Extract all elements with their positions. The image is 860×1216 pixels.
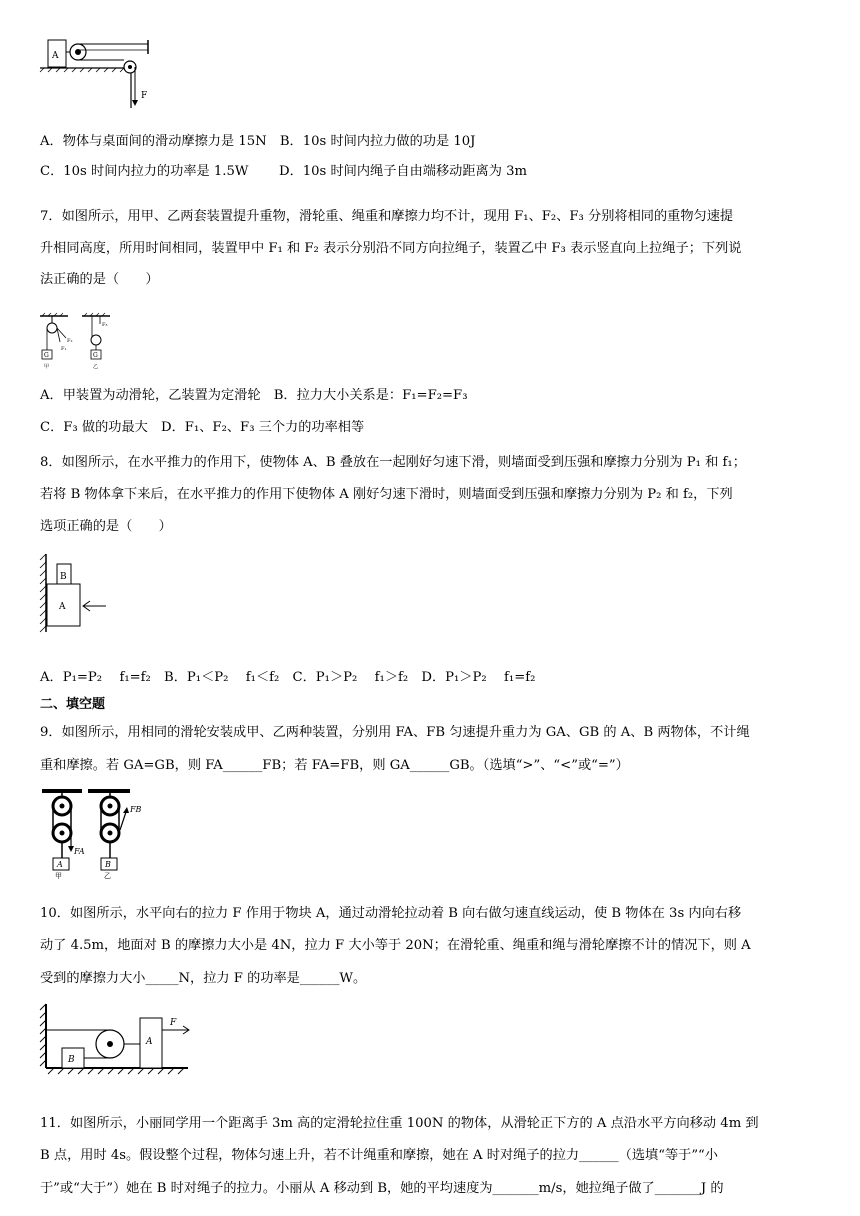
q7-f1-label: F₁ <box>61 346 67 352</box>
q10-block-a-label: A <box>146 1037 153 1047</box>
q7-options-line-2: C．F₃ 做的功最大 D．F₁、F₂、F₃ 三个力的功率相等 <box>40 420 365 435</box>
q8-wall-blocks-figure <box>38 552 110 634</box>
q9-pulley-figure <box>38 788 168 880</box>
q8-options: A．P₁=P₂ f₁=f₂ B．P₁＜P₂ f₁＜f₂ C．P₁＞P₂ f₁＞f₂ D．P₁＞P₂ f₁=f₂ <box>40 670 536 685</box>
q7-weight-label-jia: G <box>44 352 49 359</box>
q6-block-label: A <box>52 51 59 61</box>
q11-text-line-1: 11．如图所示，小丽同学用一个距离手 3m 高的定滑轮拉住重 100N 的物体，从滑轮正下方的 A 点沿水平方向移动 4m 到 <box>40 1116 759 1131</box>
q10-block-b-label: B <box>68 1055 75 1065</box>
q6-options-line-2: C．10s 时间内拉力的功率是 1.5W D．10s 时间内绳子自由端移动距离为 3m <box>40 164 528 179</box>
q7-text-line-2: 升相同高度，所用时间相同，装置甲中 F₁ 和 F₂ 表示分别沿不同方向拉绳子，装置乙中 F₃ 表示竖直向上拉绳子；下列说 <box>40 241 742 256</box>
q9-block-b-label: B <box>105 860 111 869</box>
q8-block-b-label: B <box>60 572 67 582</box>
section-fill-in-blank: 二、填空题 <box>40 697 106 712</box>
q9-text-line-1: 9．如图所示，用相同的滑轮安装成甲、乙两种装置，分别用 FA、FB 匀速提升重力为 GA、GB 的 A、B 两物体，不计绳 <box>40 725 750 740</box>
q7-text-line-3: 法正确的是（ ） <box>40 272 159 287</box>
q10-text-line-2: 动了 4.5m，地面对 B 的摩擦力大小是 4N，拉力 F 大小等于 20N；在滑轮重、绳重和绳与滑轮摩擦不计的情况下，则 A <box>40 938 751 953</box>
q9-label-jia: 甲 <box>55 872 62 880</box>
q10-text-line-3: 受到的摩擦力大小_____N，拉力 F 的功率是______W。 <box>40 971 367 986</box>
q10-pulley-figure <box>38 1000 198 1078</box>
q11-text-line-2: B 点，用时 4s。假设整个过程，物体匀速上升，若不计绳重和摩擦，她在 A 时对绳子的拉力______（选填“等于”“小 <box>40 1148 718 1163</box>
q6-options-line-1: A．物体与桌面间的滑动摩擦力是 15N B．10s 时间内拉力做的功是 10J <box>40 134 476 149</box>
q6-pulley-figure <box>38 36 168 111</box>
q6-force-label: F <box>141 91 148 101</box>
q7-weight-label-yi: G <box>93 352 98 359</box>
q7-options-line-1: A．甲装置为动滑轮，乙装置为定滑轮 B．拉力大小关系是：F₁=F₂=F₃ <box>40 388 468 403</box>
q7-f3-label: F₃ <box>102 322 108 328</box>
q9-label-yi: 乙 <box>104 872 111 880</box>
q10-force-label: F <box>170 1018 177 1028</box>
q9-text-line-2: 重和摩擦。若 GA=GB，则 FA______FB；若 FA=FB，则 GA______GB。（选填“>”、“<”或“=”） <box>40 758 629 773</box>
q9-fb-label: FB <box>130 805 142 814</box>
q8-block-a-label: A <box>59 602 66 612</box>
q9-block-a-label: A <box>57 860 63 869</box>
q7-f2-label: F₂ <box>67 338 73 344</box>
q8-text-line-1: 8．如图所示，在水平推力的作用下，使物体 A、B 叠放在一起刚好匀速下滑，则墙面受到压强和摩擦力分别为 P₁ 和 f₁； <box>40 455 746 470</box>
q7-pulley-figure <box>38 312 118 372</box>
q9-fa-label: FA <box>74 847 85 856</box>
q8-text-line-2: 若将 B 物体拿下来后，在水平推力的作用下使物体 A 刚好匀速下滑时，则墙面受到压强和摩擦力分别为 P₂ 和 f₂，下列 <box>40 487 733 502</box>
q10-text-line-1: 10．如图所示，水平向右的拉力 F 作用于物块 A，通过动滑轮拉动着 B 向右做匀速直线运动，使 B 物体在 3s 内向右移 <box>40 906 742 921</box>
q7-text-line-1: 7．如图所示，用甲、乙两套装置提升重物，滑轮重、绳重和摩擦力均不计，现用 F₁、F₂、F₃ 分别将相同的重物匀速提 <box>40 209 734 224</box>
q7-label-jia: 甲 <box>44 364 50 370</box>
q8-text-line-3: 选项正确的是（ ） <box>40 519 172 534</box>
q7-label-yi: 乙 <box>93 364 99 370</box>
q11-text-line-3: 于”或“大于”）她在 B 时对绳子的拉力。小丽从 A 移动到 B，她的平均速度为_______m/s，她拉绳子做了_______J 的 <box>40 1181 724 1196</box>
